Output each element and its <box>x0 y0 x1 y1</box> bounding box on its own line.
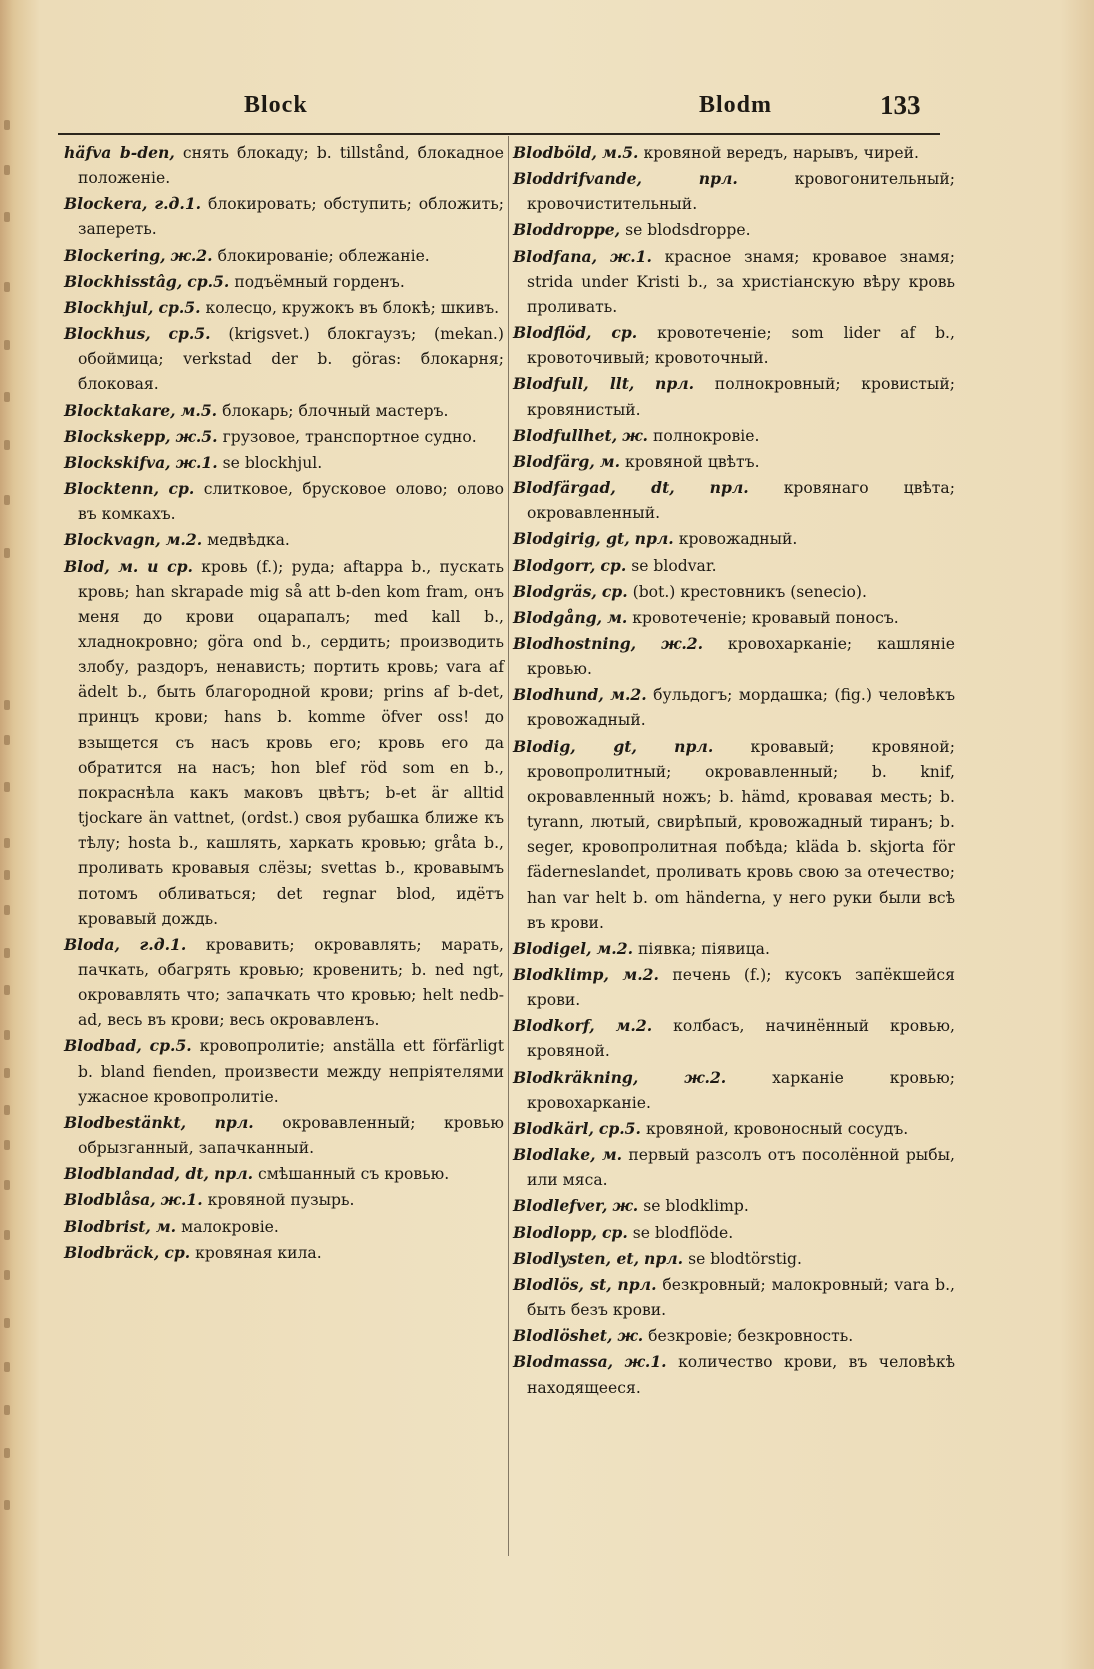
dictionary-entry <box>513 526 955 552</box>
entry-headword: Blodgräs, <box>513 581 597 601</box>
dictionary-entry <box>64 269 504 295</box>
entry-definition: se blodvar. <box>631 556 717 575</box>
dictionary-entry <box>64 1110 504 1161</box>
entry-grammar: м.2. <box>622 965 659 984</box>
entry-grammar: г.д.1. <box>139 934 187 954</box>
entry-definition: слитковое, брусковое олово; олово въ комкахъ. <box>78 480 505 524</box>
entry-definition: кровяной цвѣтъ. <box>624 452 760 471</box>
entry-headword: Blod, <box>64 556 110 576</box>
entry-grammar: ж.2. <box>684 1067 727 1087</box>
entry-grammar: прл. <box>213 1164 254 1184</box>
entry-headword: Blodigel, <box>513 938 592 958</box>
entry-headword: Blodfullhet, <box>513 425 618 445</box>
dictionary-entry <box>513 605 955 631</box>
entry-headword: Blodlös, st, <box>513 1274 612 1294</box>
entry-headword: Blodkorf, <box>513 1016 595 1036</box>
entry-definition: медвѣдка. <box>207 531 290 550</box>
entry-definition: харканіе кровью; кровохарканіе. <box>527 1068 955 1112</box>
entry-definition: блокированіе; облежаніе. <box>217 246 430 265</box>
page-number: 133 <box>880 90 921 120</box>
dictionary-entry <box>64 295 504 321</box>
entry-headword: Blockering, <box>64 245 166 265</box>
entry-headword: Blodgorr, <box>513 555 596 575</box>
entry-grammar: ср.5. <box>158 297 201 317</box>
entry-grammar: г.д.1. <box>154 194 202 214</box>
entry-grammar: ср.5. <box>168 324 211 344</box>
entry-headword: Blockhjul, <box>64 297 154 317</box>
entry-headword: Blockera, <box>64 194 148 214</box>
entry-grammar: прл. <box>644 1248 684 1268</box>
entry-definition: кровохарканіе; кашляніе кровью. <box>527 634 955 679</box>
entry-definition: se blodtörstig. <box>688 1249 802 1268</box>
entry-grammar: ср. <box>601 581 628 601</box>
entry-grammar: м.2. <box>596 938 634 958</box>
entry-grammar: прл. <box>709 478 749 498</box>
entry-grammar: ж.1. <box>175 452 218 472</box>
entry-headword: Blodhostning, <box>513 633 637 653</box>
entry-definition: se blockhjul. <box>222 453 323 472</box>
entry-grammar: ж.1. <box>624 1352 667 1372</box>
entry-headword: Blodfärg, <box>513 451 595 471</box>
entry-definition: снять блокаду; b. tillstånd, блокадное положеніе. <box>78 144 504 188</box>
entry-definition: полнокровный; кровистый; кровянистый. <box>527 375 955 419</box>
dictionary-entry <box>64 450 504 476</box>
entry-grammar: м. <box>599 451 621 471</box>
dictionary-entry <box>513 140 955 166</box>
entry-definition: окровавленный; кровью обрызганный, запачканный. <box>78 1113 504 1158</box>
dictionary-entry <box>64 1033 504 1109</box>
entry-definition: бульдогъ; мордашка; (fig.) человѣкъ кровожадный. <box>527 686 955 730</box>
entry-headword: Blodgång, <box>513 607 603 627</box>
dictionary-entry <box>513 1013 955 1064</box>
dictionary-entry <box>513 1220 955 1246</box>
entry-grammar: прл. <box>617 1274 657 1294</box>
entry-headword: Blockskepp, <box>64 426 171 446</box>
entry-definition: se blodsdroppe. <box>625 221 751 240</box>
dictionary-entry <box>513 423 955 449</box>
entry-headword: Blodlake, <box>513 1145 596 1165</box>
entry-definition: кровянаго цвѣта; окровавленный. <box>527 479 955 523</box>
header-rule <box>58 133 940 135</box>
entry-grammar: м. <box>601 1145 623 1165</box>
entry-headword: Blodig, gt, <box>513 736 637 756</box>
dictionary-entry <box>513 371 955 422</box>
entry-grammar: ж. <box>617 1326 644 1346</box>
entry-definition: колесцо, кружокъ въ блокѣ; шкивъ. <box>205 298 500 317</box>
entry-definition: первый разсолъ отъ посолённой рыбы, или мяса. <box>527 1146 955 1190</box>
entry-definition: (bot.) крестовникъ (senecio). <box>632 582 867 601</box>
dictionary-entry <box>513 631 955 682</box>
dictionary-entry <box>64 1240 504 1266</box>
entry-headword: Blodfärgad, dt, <box>513 478 675 498</box>
entry-definition: полнокровіе. <box>652 426 760 445</box>
entry-definition: грузовое, транспортное судно. <box>222 427 477 446</box>
entry-headword: Blodhund, <box>513 685 604 705</box>
entry-headword: Blockskifva, <box>64 452 171 472</box>
entry-grammar: прл. <box>655 374 695 394</box>
entry-grammar: прл. <box>674 736 714 756</box>
entry-grammar: м.5. <box>180 400 218 420</box>
entry-grammar: ж.1. <box>160 1190 203 1210</box>
entry-grammar: ж. <box>622 425 648 445</box>
entry-headword: Blodlefver, <box>513 1196 608 1216</box>
entry-headword: Blodblandad, dt, <box>64 1164 209 1184</box>
dictionary-entry <box>513 217 955 243</box>
right-column <box>513 140 955 1401</box>
entry-headword: Blodfull, llt, <box>513 374 635 394</box>
entry-grammar: прл. <box>698 169 738 189</box>
entry-definition: блокарь; блочный мастеръ. <box>222 401 449 420</box>
entry-grammar: ж. <box>612 1196 639 1216</box>
entry-definition: количество крови, въ человѣкѣ находящееся. <box>527 1353 955 1397</box>
entry-grammar: ср. <box>164 1242 191 1262</box>
dictionary-entry <box>513 936 955 962</box>
entry-headword: Blodmassa, <box>513 1352 614 1372</box>
entry-definition: кровяной пузырь. <box>207 1191 355 1210</box>
entry-headword: Blodklimp, <box>513 965 609 984</box>
entry-definition: кровяная кила. <box>195 1243 322 1262</box>
entry-grammar: ж.2. <box>170 245 213 265</box>
dictionary-entry <box>64 243 504 269</box>
header-left-guide-word: Block <box>244 92 308 118</box>
entry-definition: кровопролитіе; anställa ett förfärligt b. bland fienden, произвести между непріятелями ужасное кровопролитіе. <box>78 1037 504 1106</box>
entry-headword: Blodflöd, <box>513 323 592 343</box>
entry-definition: (krigsvet.) блокгаузъ; (mekan.) обоймица; verkstad der b. göras: блокарня; блоковая. <box>78 325 504 394</box>
entry-grammar: м.2. <box>165 530 203 550</box>
entry-headword: Blodgirig, gt, <box>513 529 630 549</box>
dictionary-entry <box>513 475 955 526</box>
entry-headword: Blodlöshet, <box>513 1326 613 1346</box>
entry-definition: кровь (f.); руда; aftappa b., пускать кровь; han skrapade mig så att b-den kom fram, онъ меня до крови оцарапалъ; med kall b., хладнокровно; göra ond b., сердить; производить злобу, раздоръ, ненависть; портить кровь; vara af ädelt b., быть благородной крови; prins af b-det, принцъ крови; hans b. komme öfver oss! до взыщется съ насъ кровь его; кровь его да обратится на насъ; hon blef röd som en b., покраснѣла какъ маковъ цвѣтъ; b-et är alltid tjockare än vattnet, (ordst.) своя рубашка ближе къ тѣлу; hosta b., кашлять, харкать кровью; gråta b., проливать кровавыя слёзы; svettas b., кровавымъ потомъ обливаться; det regnar blod, идётъ кровавый дождь. <box>78 557 504 928</box>
entry-definition: se blodklimp. <box>643 1197 749 1216</box>
page-edge-binding <box>0 0 22 1669</box>
dictionary-entry <box>513 682 955 733</box>
header-right-guide-word: Blodm <box>699 92 773 118</box>
entry-grammar: м.2. <box>610 685 647 705</box>
entry-definition: смѣшанный съ кровью. <box>258 1165 450 1184</box>
dictionary-entry <box>64 554 504 932</box>
dictionary-entry <box>64 932 504 1034</box>
entry-grammar: ср. <box>601 1222 628 1242</box>
left-column <box>64 140 504 1266</box>
entry-headword: Blodbestänkt, <box>64 1112 187 1132</box>
entry-definition: se blodflöde. <box>632 1223 734 1242</box>
entry-grammar: ср.5. <box>187 271 230 291</box>
entry-headword: Blodlysten, et, <box>513 1248 640 1268</box>
dictionary-entry <box>513 1246 955 1272</box>
dictionary-entry <box>513 166 955 217</box>
entry-headword: Bloddroppe, <box>513 220 621 240</box>
dictionary-entry <box>64 1214 504 1240</box>
entry-headword: Blodlopp, <box>513 1222 597 1242</box>
dictionary-entry <box>64 321 504 397</box>
entry-grammar: ср.5. <box>149 1036 192 1056</box>
entry-headword: Blodblåsa, <box>64 1190 156 1210</box>
dictionary-entry <box>64 140 504 191</box>
dictionary-entry <box>64 527 504 553</box>
entry-headword: Bloda, <box>64 934 120 954</box>
entry-grammar: прл. <box>214 1112 254 1132</box>
dictionary-entry <box>513 1323 955 1349</box>
entry-headword: Blodbrist, <box>64 1216 151 1236</box>
entry-definition: кровяной, кровоносный сосудъ. <box>645 1119 909 1138</box>
entry-definition: печень (f.); кусокъ запёкшейся крови. <box>527 966 955 1010</box>
entry-headword: Blocktenn, <box>64 479 160 499</box>
entry-headword: Blocktakare, <box>64 400 176 420</box>
dictionary-entry <box>513 1065 955 1116</box>
entry-headword: Blodfana, <box>513 246 598 266</box>
entry-definition: піявка; піявица. <box>638 939 770 958</box>
dictionary-entry <box>513 244 955 320</box>
entry-definition: подъёмный горденъ. <box>234 272 405 291</box>
entry-grammar: ср. <box>611 323 638 343</box>
entry-grammar: ж.2. <box>660 633 704 653</box>
dictionary-entry <box>513 1193 955 1219</box>
entry-definition: безкровіе; безкровность. <box>648 1327 854 1346</box>
entry-grammar: ср.5. <box>598 1118 641 1138</box>
dictionary-entry <box>513 449 955 475</box>
entry-definition: кровожадный. <box>678 530 798 549</box>
entry-headword: Blodbräck, <box>64 1242 160 1262</box>
entry-headword: Bloddrifvande, <box>513 169 642 189</box>
entry-definition: кровогонительный; кровочистительный. <box>527 170 955 214</box>
dictionary-entry <box>513 320 955 371</box>
entry-grammar: ср. <box>600 555 627 575</box>
entry-grammar: м. <box>155 1216 177 1236</box>
dictionary-entry <box>513 1142 955 1193</box>
entry-headword: Blockhisstâg, <box>64 271 183 291</box>
entry-definition: кровотеченіе; кровавый поносъ. <box>632 608 899 627</box>
entry-grammar: ж.1. <box>609 246 652 266</box>
entry-definition: красное знамя; кровавое знамя; strida under Kristi b., за христіанскую вѣру кровь проливать. <box>527 247 955 316</box>
column-divider <box>508 136 509 1556</box>
entry-headword: Blodbad, <box>64 1036 142 1056</box>
dictionary-entry <box>64 476 504 527</box>
entry-definition: кровавить; окровавлять; марать, пачкать, обагрять кровью; кровенить; b. ned ngt, окровавлять что; запачкать что кровью; helt nedb-ad, весь въ крови; весь окровавленъ. <box>78 935 504 1030</box>
entry-definition: кровяной вередъ, нарывъ, чирей. <box>643 144 919 162</box>
entry-grammar: ср. <box>168 479 195 499</box>
entry-headword: häfva b-den, <box>64 143 175 162</box>
entry-grammar: м.5. <box>601 143 639 162</box>
entry-headword: Blodkräkning, <box>513 1067 639 1087</box>
dictionary-entry <box>64 1161 504 1187</box>
entry-definition: колбасъ, начинённый кровью, кровяной. <box>527 1017 955 1061</box>
entry-definition: кровотеченіе; som lider af b., кровоточивый; кровоточный. <box>527 324 955 368</box>
dictionary-entry <box>513 553 955 579</box>
entry-grammar: ж.5. <box>175 426 218 446</box>
entry-definition: кровавый; кровяной; кровопролитный; окровавленный; b. knif, окровавленный ножъ; b. hämd, кровавая месть; b. tyrann, лютый, свирѣпый, кровожадный тиранъ; b. seger, кровопролитная побѣда; kläda b. skjorta för fäderneslandet, проливать кровь свою за отечество; han var helt b. om händerna, у него руки были всѣ въ крови. <box>527 737 955 932</box>
entry-grammar: м. <box>607 607 628 627</box>
dictionary-entry <box>513 1349 955 1400</box>
dictionary-entry <box>64 424 504 450</box>
dictionary-entry <box>513 579 955 605</box>
dictionary-entry <box>513 734 955 936</box>
entry-definition: блокировать; обступить; обложить; запереть. <box>78 195 504 239</box>
entry-grammar: прл. <box>634 529 674 549</box>
entry-definition: безкровный; малокровный; vara b., быть безъ крови. <box>527 1275 955 1320</box>
dictionary-entry <box>513 1116 955 1142</box>
dictionary-entry <box>64 1187 504 1213</box>
dictionary-entry <box>513 1272 955 1323</box>
dictionary-entry <box>513 962 955 1013</box>
entry-grammar: м.2. <box>615 1016 653 1036</box>
entry-headword: Blodkärl, <box>513 1118 594 1138</box>
entry-headword: Blockhus, <box>64 324 151 344</box>
entry-headword: Blodböld, <box>513 143 597 162</box>
entry-grammar: м. и ср. <box>118 556 193 576</box>
running-header <box>70 92 940 132</box>
dictionary-entry <box>64 191 504 242</box>
entry-definition: малокровіе. <box>181 1217 279 1236</box>
entry-headword: Blockvagn, <box>64 530 161 550</box>
dictionary-entry <box>64 398 504 424</box>
